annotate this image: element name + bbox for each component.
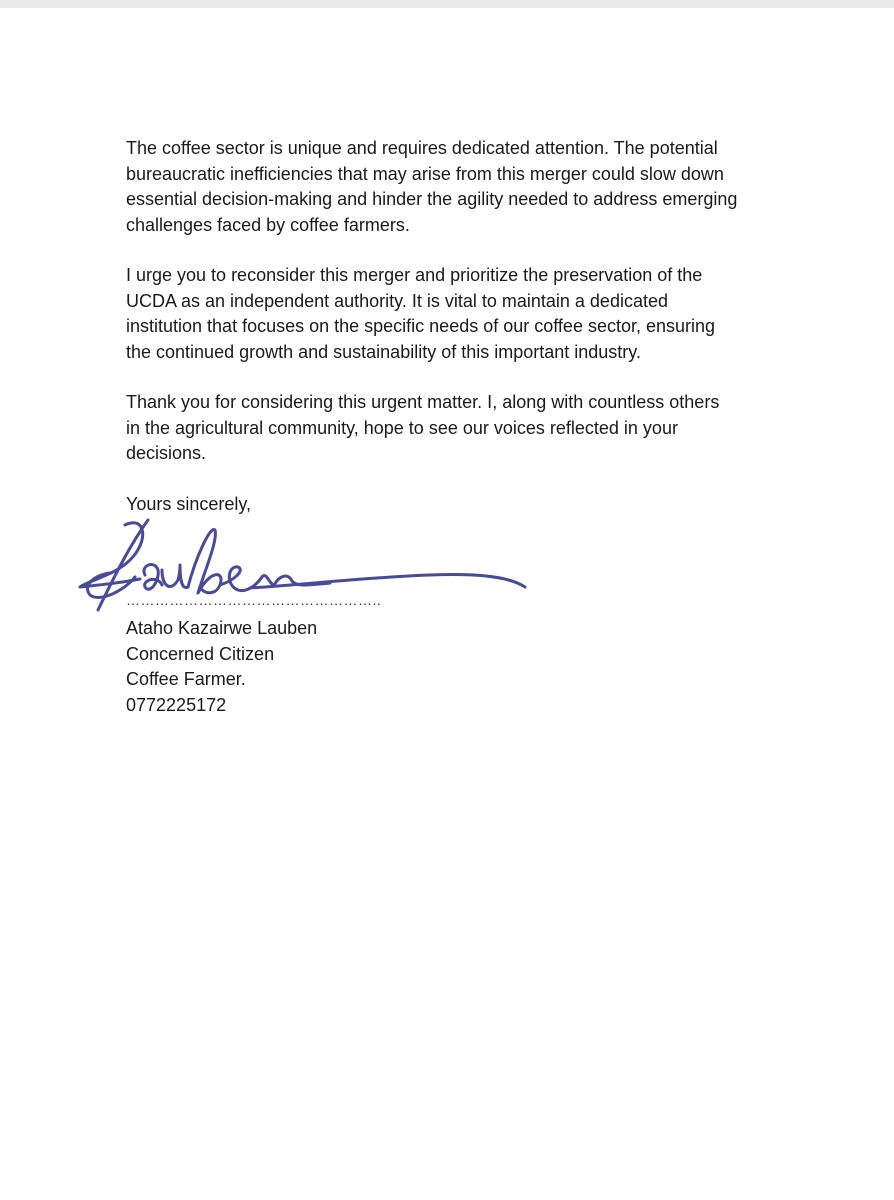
- signatory-title: Concerned Citizen: [126, 643, 275, 664]
- letter-body: [126, 136, 786, 542]
- signatory-block: [126, 616, 317, 718]
- signatory-name: Ataho Kazairwe Lauben: [126, 618, 318, 638]
- top-border: [0, 0, 894, 8]
- signatory-role: Coffee Farmer.: [126, 669, 246, 689]
- closing-salutation: Yours sincerely,: [126, 493, 252, 514]
- signature-line: ……………………………………………..: [126, 592, 382, 608]
- paragraph-3: Thank you for considering this urgent matter. I, along with countless others in the agricultural community, hope to see our voices reflected in your decisions.: [126, 392, 720, 463]
- paragraph-2: I urge you to reconsider this merger and prioritize the preservation of the UCDA as an independent authority. It is vital to maintain a dedicated institution that focuses on the specific needs of our coffee sector, ensuring the continued growth and sustainability of this important industry.: [126, 265, 716, 362]
- paragraph-1: The coffee sector is unique and requires dedicated attention. The potential bureaucratic inefficiencies that may arise from this merger could slow down essential decision-making and hinder the agility needed to address emerging challenges faced by coffee farmers.: [126, 138, 738, 235]
- signatory-phone: 0772225172: [126, 694, 227, 715]
